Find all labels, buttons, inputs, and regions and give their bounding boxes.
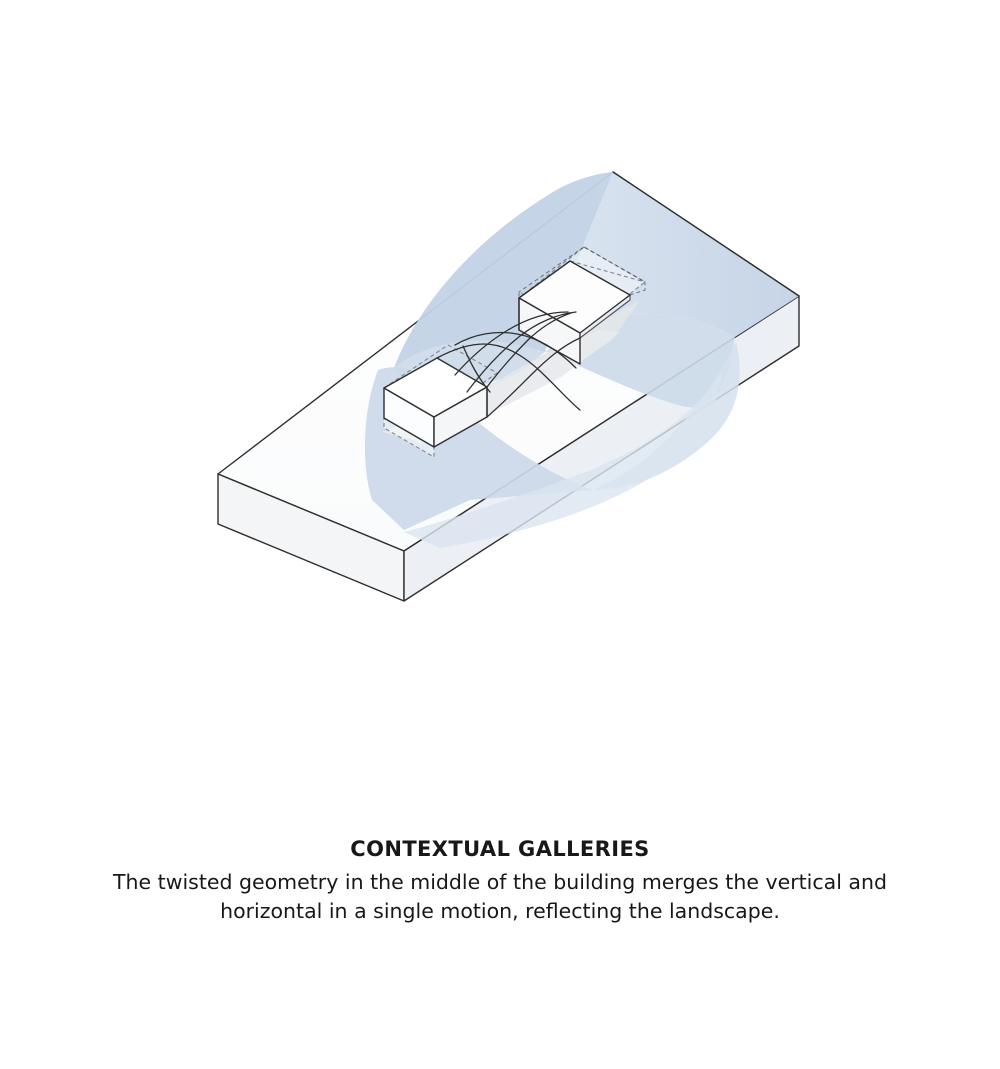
caption-title: CONTEXTUAL GALLERIES <box>350 837 650 861</box>
caption-body: The twisted geometry in the middle of the building merges the vertical and horizontal in a single motion, reflecting the landscape. <box>113 870 887 924</box>
caption-block <box>0 836 1000 926</box>
